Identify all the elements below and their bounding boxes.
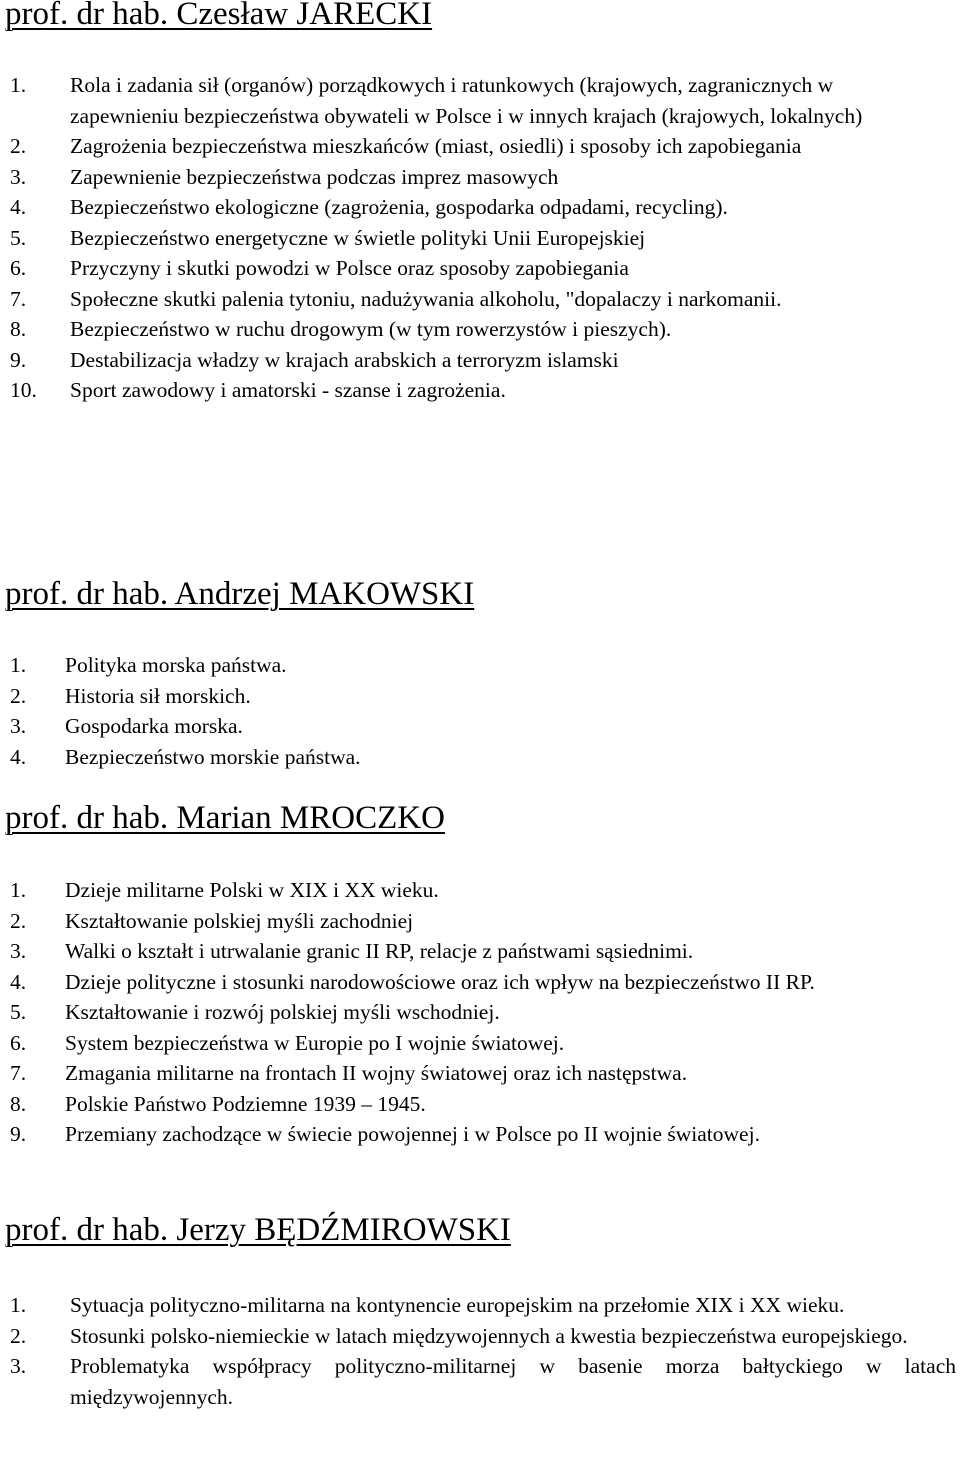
item-number: 5. [10,1000,27,1024]
topic-list-bedzmirowski [10,1290,956,1412]
item-text: Historia sił morskich. [65,683,251,708]
item-text: Zapewnienie bezpieczeństwa podczas imprez masowych [70,164,559,189]
item-number: 2. [10,134,27,158]
list-item [10,375,910,406]
item-number: 5. [10,225,27,250]
list-item [10,131,910,162]
item-text: Destabilizacja władzy w krajach arabskich a terroryzm islamski [70,347,619,372]
list-item [10,70,910,131]
list-item [10,1290,956,1321]
item-text: Dzieje militarne Polski w XIX i XX wieku. [65,878,439,902]
list-item [10,650,910,681]
section-heading-jarecki: prof. dr hab. Czesław JARECKI [5,0,433,32]
section-heading-makowski: prof. dr hab. Andrzej MAKOWSKI [5,576,475,612]
item-number: 9. [10,347,27,372]
item-text: Stosunki polsko-niemieckie w latach międzywojennych a kwestia bezpieczeństwa europejskiego. [70,1323,908,1348]
item-number: 4. [10,195,27,219]
list-item [10,906,955,937]
item-number: 9. [10,1122,27,1146]
item-text: Polityka morska państwa. [65,653,287,677]
list-item [10,345,910,376]
item-number: 1. [10,878,27,902]
item-number: 2. [10,683,27,708]
item-number: 1. [10,73,27,97]
item-text: Gospodarka morska. [65,714,243,738]
item-text: Kształtowanie i rozwój polskiej myśli wschodniej. [65,1000,500,1024]
list-item [10,223,910,254]
item-text: System bezpieczeństwa w Europie po I wojnie światowej. [65,1030,565,1055]
item-number: 8. [10,1091,27,1116]
list-item [10,967,955,998]
item-number: 6. [10,1030,27,1055]
item-text: Dzieje polityczne i stosunki narodowościowe oraz ich wpływ na bezpieczeństwo II RP. [65,969,815,994]
item-text: Przyczyny i skutki powodzi w Polsce oraz sposoby zapobiegania [70,256,629,280]
item-text: Społeczne skutki palenia tytoniu, nadużywania alkoholu, "dopalaczy i narkomanii. [70,286,782,311]
item-number: 10. [10,378,37,402]
item-text: Przemiany zachodzące w świecie powojennej i w Polsce po II wojnie światowej. [65,1122,760,1146]
topic-list-makowski [10,650,910,772]
list-item [10,1089,955,1120]
list-item [10,936,955,967]
item-number: 3. [10,1354,27,1378]
item-number: 1. [10,653,27,677]
list-item [10,1058,955,1089]
item-number: 4. [10,969,27,994]
list-item [10,253,910,284]
list-item [10,742,910,773]
item-number: 1. [10,1293,27,1317]
item-text: Kształtowanie polskiej myśli zachodniej [65,908,414,933]
item-text: Walki o kształt i utrwalanie granic II RP, relacje z państwami sąsiednimi. [65,939,694,963]
list-item [10,681,910,712]
item-text: Polskie Państwo Podziemne 1939 – 1945. [65,1091,426,1116]
item-number: 3. [10,714,27,738]
item-number: 6. [10,256,27,280]
item-number: 2. [10,1323,27,1348]
item-number: 4. [10,744,27,769]
section-heading-mroczko: prof. dr hab. Marian MROCZKO [5,800,445,836]
item-text: Bezpieczeństwo energetyczne w świetle polityki Unii Europejskiej [70,225,646,250]
item-text: Bezpieczeństwo w ruchu drogowym (w tym rowerzystów i pieszych). [70,317,672,341]
item-number: 7. [10,286,27,311]
list-item [10,314,910,345]
topic-list-mroczko [10,875,955,1150]
item-text: Sport zawodowy i amatorski - szanse i zagrożenia. [70,378,506,402]
list-item [10,1119,955,1150]
list-item [10,162,910,193]
list-item [10,875,955,906]
list-item [10,1351,956,1412]
item-number: 8. [10,317,27,341]
item-text: Rola i zadania sił (organów) porządkowych i ratunkowych (krajowych, zagranicznych w zapewnieniu bezpieczeństwa obywateli w Polsce i w innych krajach (krajowych, lokalnych) [70,73,863,128]
item-text: Zmagania militarne na frontach II wojny światowej oraz ich następstwa. [65,1061,688,1085]
item-text: Bezpieczeństwo morskie państwa. [65,744,361,769]
item-text: Zagrożenia bezpieczeństwa mieszkańców (miast, osiedli) i sposoby ich zapobiegania [70,134,802,158]
topic-list-jarecki [10,70,910,406]
list-item [10,997,955,1028]
list-item [10,1028,955,1059]
section-heading-bedzmirowski: prof. dr hab. Jerzy BĘDŹMIROWSKI [5,1212,511,1248]
item-number: 7. [10,1061,27,1085]
item-number: 3. [10,939,27,963]
list-item [10,284,910,315]
item-text: Bezpieczeństwo ekologiczne (zagrożenia, gospodarka odpadami, recycling). [70,195,728,219]
item-number: 3. [10,164,27,189]
item-text: Sytuacja polityczno-militarna na kontynencie europejskim na przełomie XIX i XX wieku. [70,1293,845,1317]
list-item [10,192,910,223]
item-number: 2. [10,908,27,933]
list-item [10,1321,956,1352]
item-text: Problematyka współpracy polityczno-militarnej w basenie morza bałtyckiego w latach międzywojennych. [70,1354,956,1409]
list-item [10,711,910,742]
